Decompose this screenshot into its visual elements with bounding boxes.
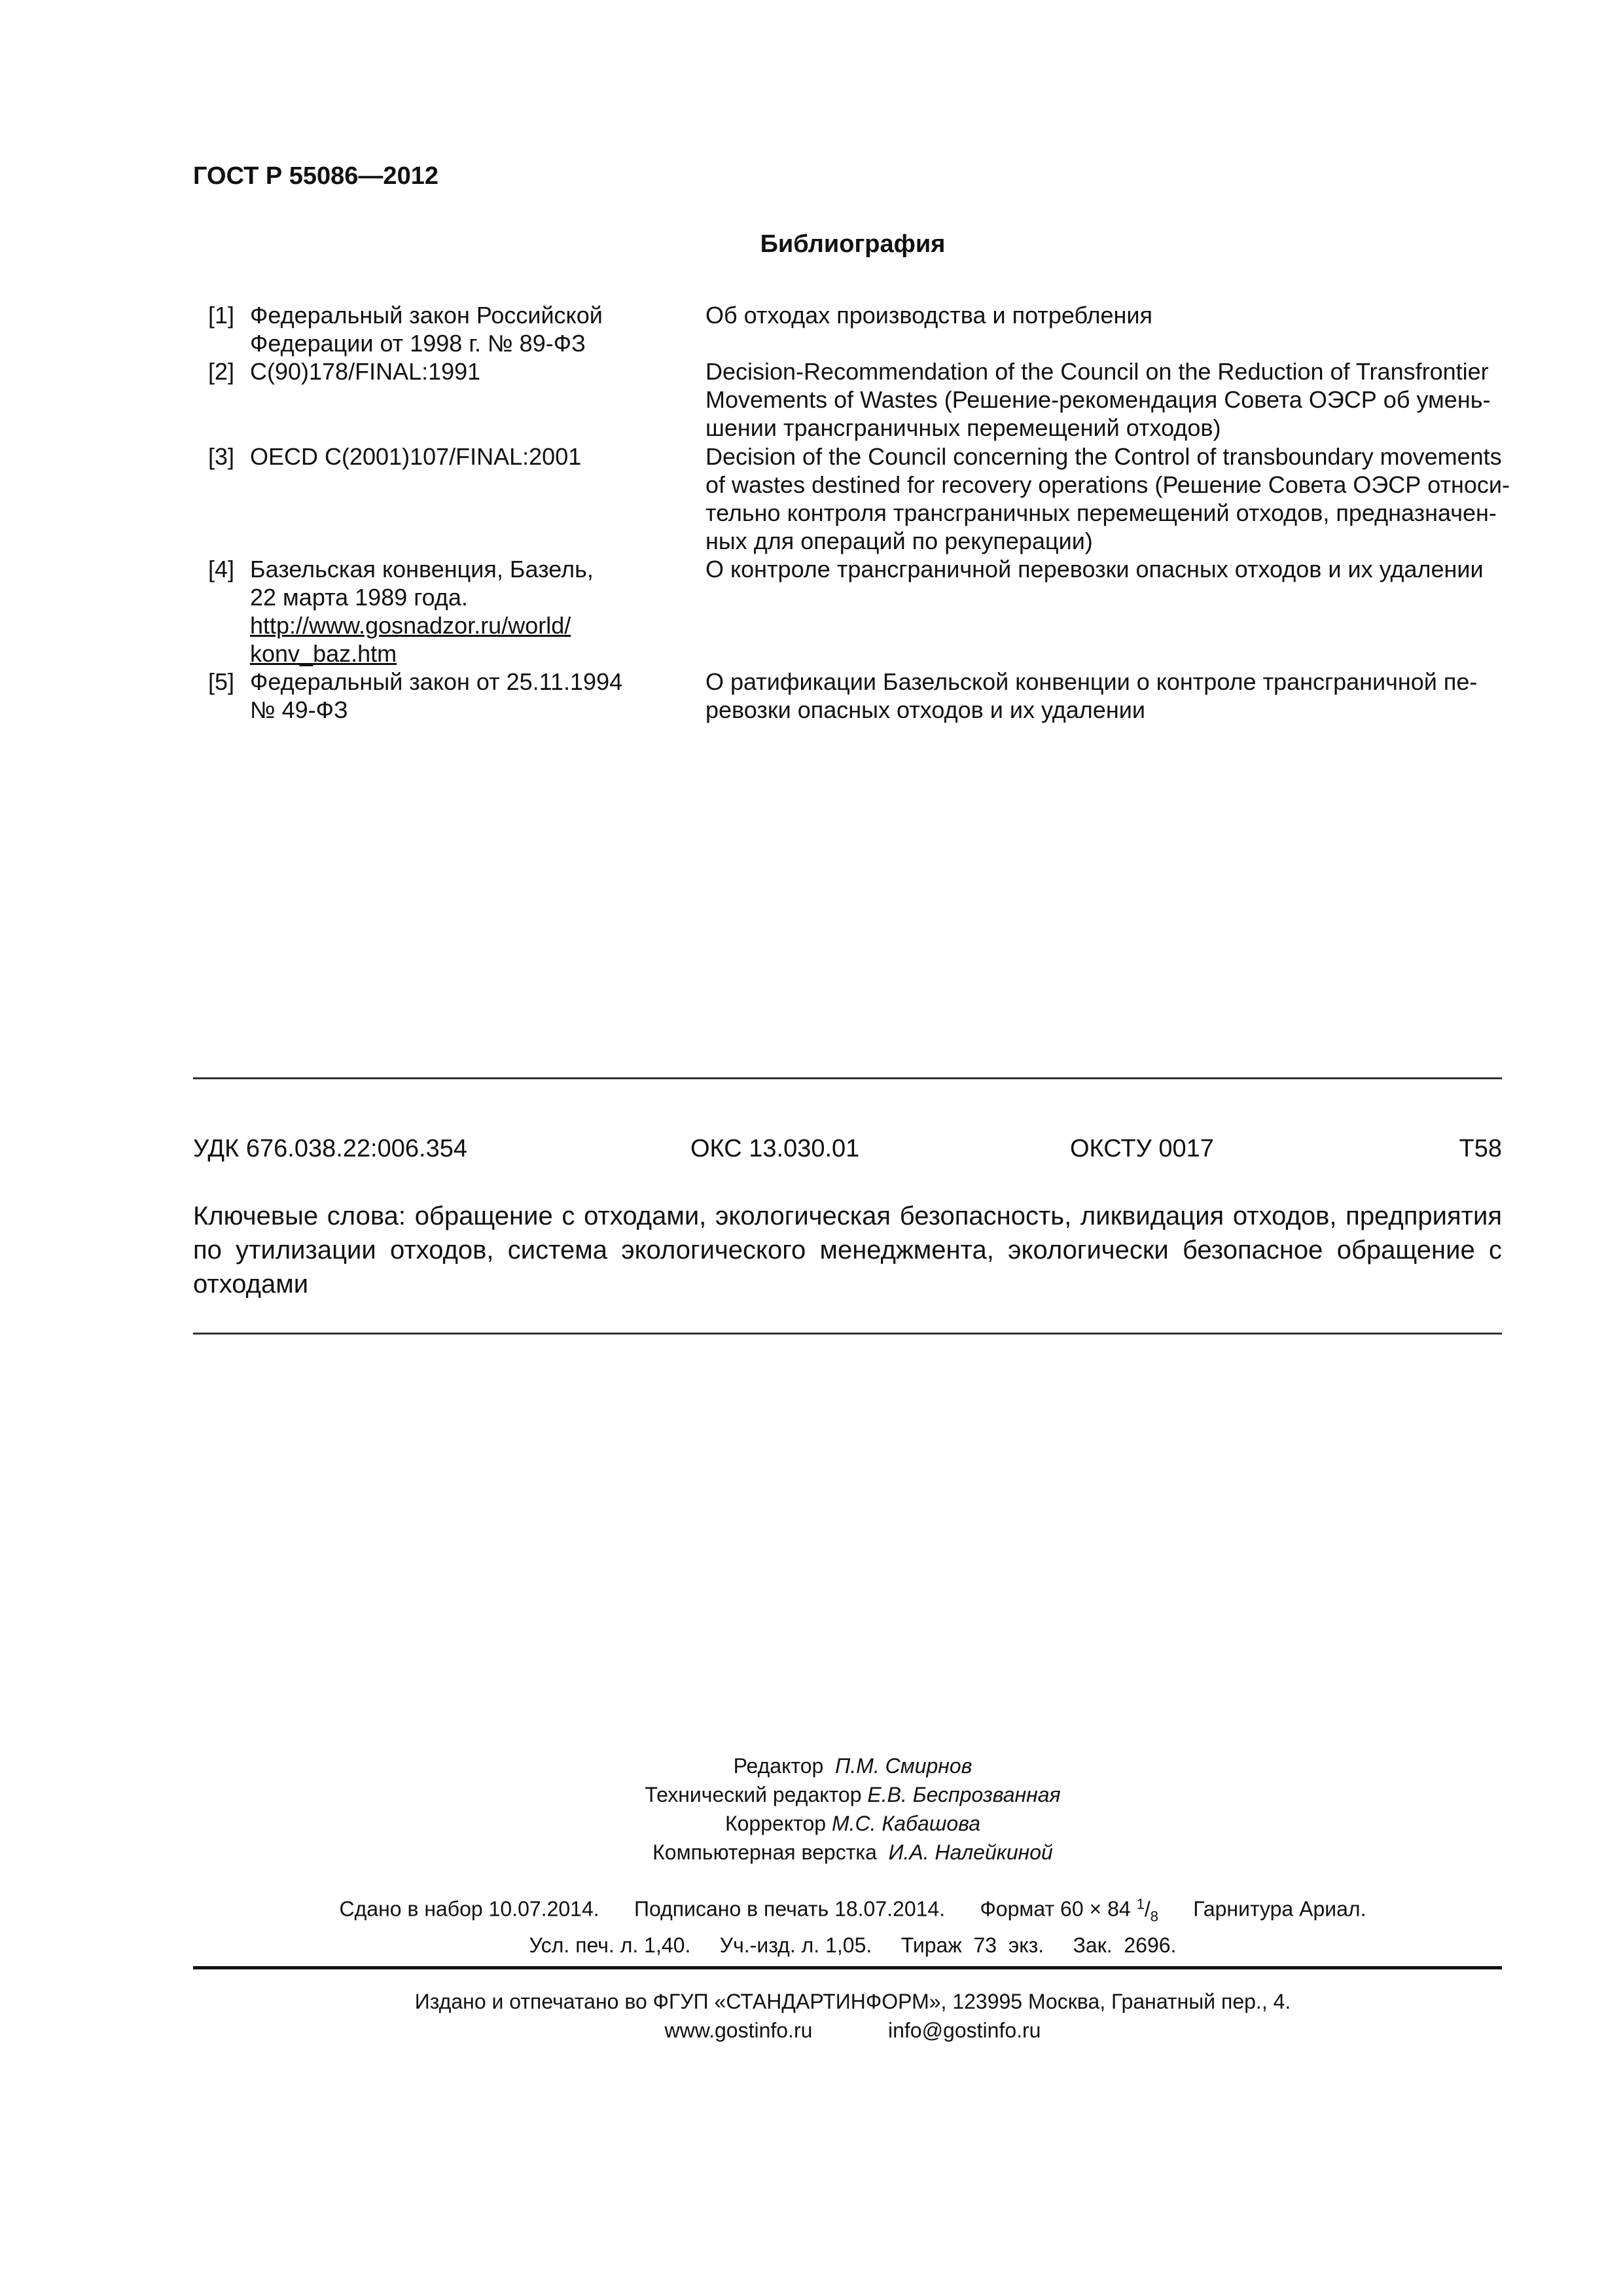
divider-keywords bbox=[193, 1333, 1502, 1335]
udk-code: УДК 676.038.22:006.354 bbox=[193, 1135, 467, 1162]
description-line: Decision of the Council concerning the Control of transboundary movements bbox=[705, 443, 1502, 470]
staff-name: П.М. Смирнов bbox=[835, 1754, 972, 1778]
print-details-line-2 bbox=[0, 1933, 1623, 1958]
print-run: Тираж 73 экз. bbox=[901, 1933, 1044, 1957]
entry-source bbox=[250, 301, 656, 357]
staff-proofreader bbox=[0, 1812, 1623, 1836]
entry-number: [2] bbox=[208, 358, 235, 385]
entry-description bbox=[705, 301, 1537, 329]
typeset-date: Сдано в набор 10.07.2014. bbox=[339, 1897, 599, 1921]
edu-sheets: Уч.-изд. л. 1,05. bbox=[719, 1933, 872, 1957]
description-line: of wastes destined for recovery operations (Решение Совета ОЭСР относи- bbox=[705, 471, 1510, 498]
publisher-line: Издано и отпечатано во ФГУП «СТАНДАРТИНФОРМ», 123995 Москва, Гранатный пер., 4. bbox=[414, 1990, 1291, 2013]
paper-format: Формат 60 × 84 $^1/_8$ bbox=[980, 1895, 1158, 1925]
source-line: Федеральный закон Российской bbox=[250, 302, 603, 329]
description-line: О контроле трансграничной перевозки опасных отходов и их удалении bbox=[705, 556, 1484, 583]
entry-number: [1] bbox=[208, 302, 235, 329]
divider-imprint bbox=[193, 1966, 1502, 1969]
keywords: Ключевые слова: обращение с отходами, экологическая безопасность, ликвидация отходов, предприятия по утилизации отходов, система экологического менеджмента, экологически безопасное обращение с отходами bbox=[193, 1202, 1502, 1299]
description-line: Movements of Wastes (Решение-рекомендация Совета ОЭСР об умень- bbox=[705, 386, 1491, 413]
bibliography-entry bbox=[208, 668, 1537, 724]
bibliography-entry bbox=[208, 555, 1537, 668]
group-code: Т58 bbox=[1459, 1135, 1502, 1162]
bibliography-entry bbox=[208, 442, 1537, 555]
staff-editor bbox=[0, 1754, 1623, 1778]
entry-description bbox=[705, 442, 1537, 555]
source-line: 22 марта 1989 года. bbox=[250, 584, 468, 611]
source-link-line[interactable]: konv_baz.htm bbox=[250, 640, 397, 667]
description-line: О ратификации Базельской конвенции о контроле трансграничной пе- bbox=[705, 668, 1478, 695]
contacts-line bbox=[0, 2018, 1623, 2043]
source-line: № 49-ФЗ bbox=[250, 696, 348, 723]
source-link-line[interactable]: http://www.gosnadzor.ru/world/ bbox=[250, 612, 571, 639]
staff-role: Компьютерная верстка bbox=[652, 1840, 877, 1864]
description-line: шении трансграничных перемещений отходов) bbox=[705, 414, 1221, 441]
staff-role: Корректор bbox=[724, 1812, 827, 1835]
signed-date: Подписано в печать 18.07.2014. bbox=[634, 1897, 946, 1921]
entry-description bbox=[705, 555, 1537, 583]
divider-top bbox=[193, 1077, 1502, 1079]
standard-code: ГОСТ Р 55086—2012 bbox=[193, 162, 438, 190]
source-line: Базельская конвенция, Базель, bbox=[250, 556, 594, 583]
print-sheets: Усл. печ. л. 1,40. bbox=[529, 1933, 691, 1957]
entry-source bbox=[250, 357, 656, 386]
description-line: ревозки опасных отходов и их удалении bbox=[705, 696, 1145, 723]
source-line: Федерации от 1998 г. № 89-ФЗ bbox=[250, 330, 586, 357]
source-line: Федеральный закон от 25.11.1994 bbox=[250, 668, 623, 695]
description-line: ных для операций по рекуперации) bbox=[705, 528, 1093, 554]
entry-source bbox=[250, 555, 656, 668]
staff-name: И.А. Налейкиной bbox=[888, 1840, 1053, 1864]
staff-role: Редактор bbox=[733, 1754, 824, 1778]
staff-role: Технический редактор bbox=[645, 1783, 862, 1806]
bibliography-entry bbox=[208, 357, 1537, 442]
description-line: Об отходах производства и потребления bbox=[705, 302, 1153, 329]
source-line: OECD C(2001)107/FINAL:2001 bbox=[250, 443, 582, 470]
website-link[interactable]: www.gostinfo.ru bbox=[664, 2018, 813, 2042]
description-line: тельно контроля трансграничных перемещений отходов, предназначен- bbox=[705, 499, 1497, 526]
staff-layout bbox=[0, 1840, 1623, 1865]
section-title: Библиография bbox=[760, 230, 946, 258]
entry-description bbox=[705, 357, 1537, 442]
oks-code: ОКС 13.030.01 bbox=[690, 1135, 860, 1162]
description-line: Decision-Recommendation of the Council on the Reduction of Transfrontier bbox=[705, 358, 1489, 385]
bibliography-entry bbox=[208, 301, 1537, 357]
entry-number: [4] bbox=[208, 556, 235, 583]
entry-source bbox=[250, 442, 656, 471]
print-details-line-1 bbox=[0, 1895, 1623, 1925]
entry-number: [3] bbox=[208, 443, 235, 470]
entry-description bbox=[705, 668, 1537, 724]
staff-name: М.С. Кабашова bbox=[831, 1812, 980, 1835]
staff-name: Е.В. Беспрозванная bbox=[867, 1783, 1061, 1806]
staff-tech-editor bbox=[0, 1783, 1623, 1807]
okstu-code: ОКСТУ 0017 bbox=[1070, 1135, 1214, 1162]
typeface: Гарнитура Ариал. bbox=[1193, 1897, 1366, 1921]
email-link[interactable]: info@gostinfo.ru bbox=[887, 2018, 1041, 2042]
entry-source bbox=[250, 668, 656, 724]
source-line: C(90)178/FINAL:1991 bbox=[250, 358, 481, 385]
order-number: Зак. 2696. bbox=[1073, 1933, 1177, 1957]
entry-number: [5] bbox=[208, 668, 235, 695]
